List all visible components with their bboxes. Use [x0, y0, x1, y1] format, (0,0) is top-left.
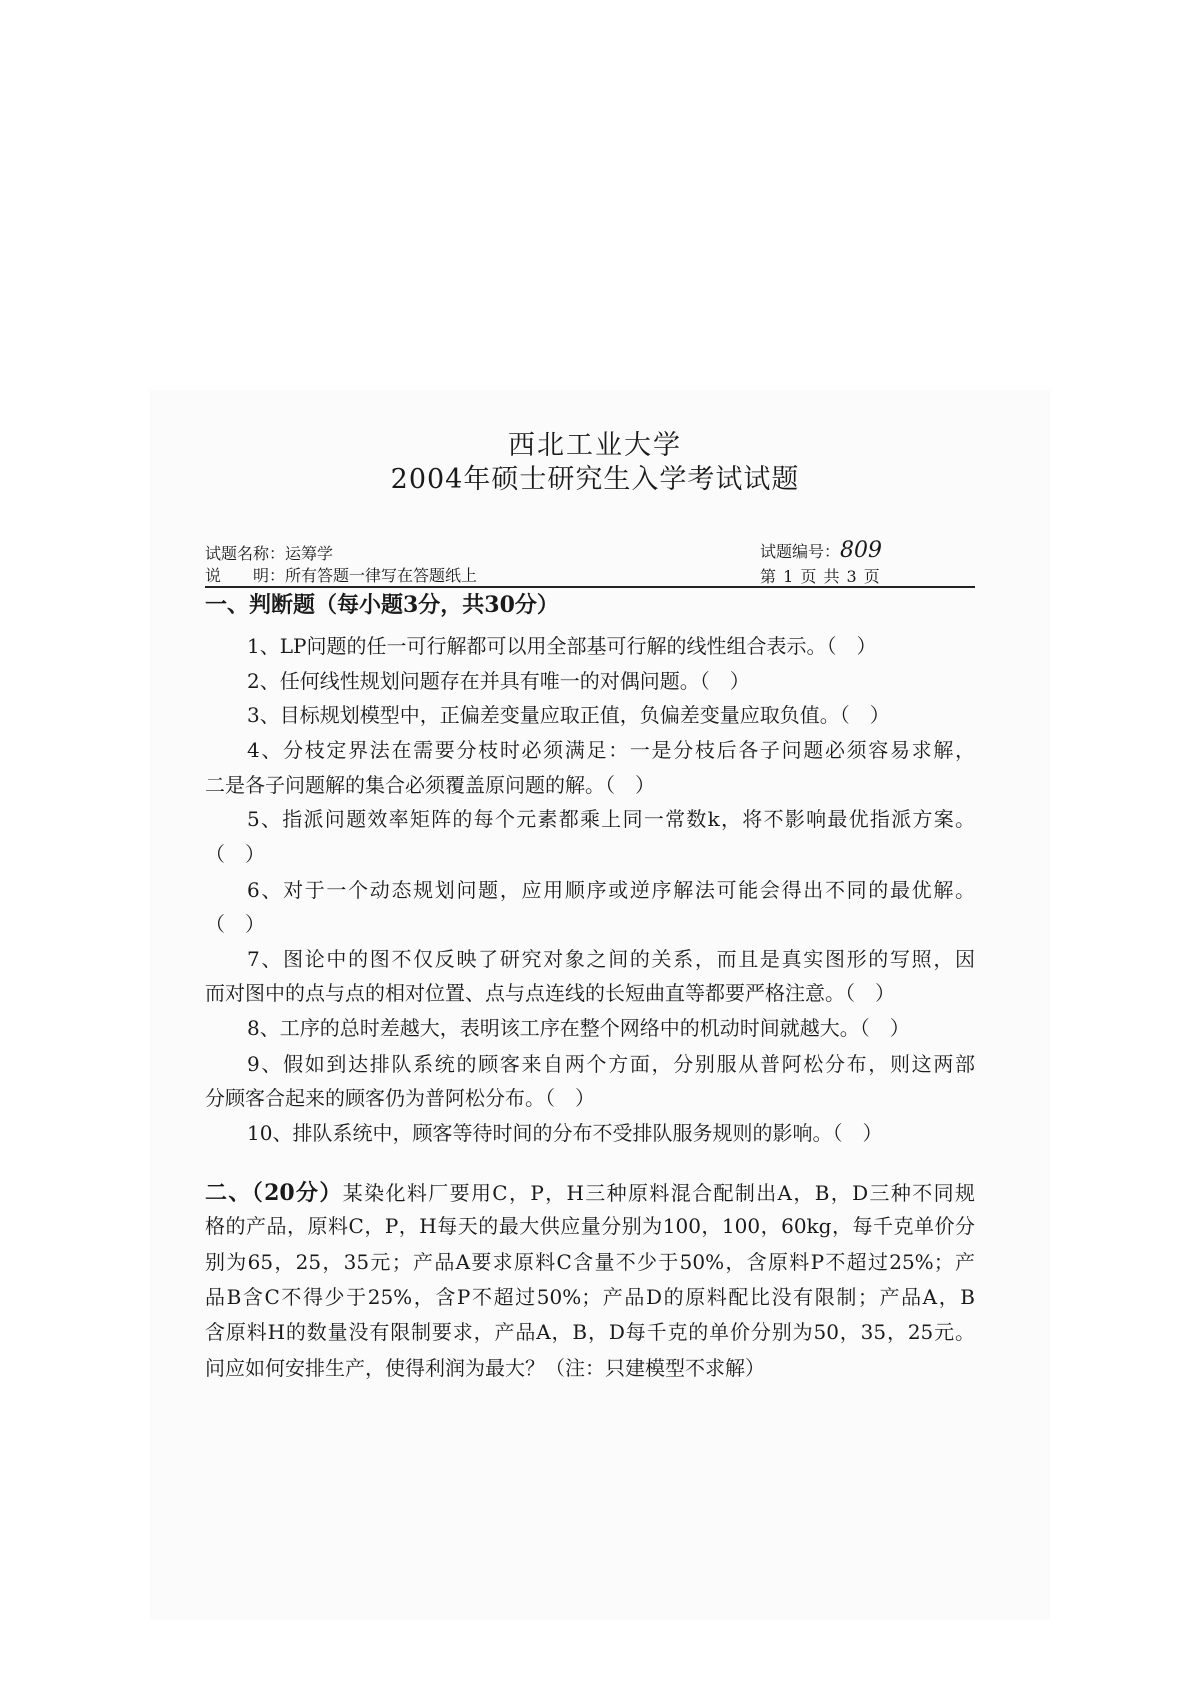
- question-line: 3、目标规划模型中，正偏差变量应取正值，负偏差变量应取负值。（ ）: [247, 703, 890, 727]
- code-row: [760, 538, 882, 563]
- question-line: 二是各子问题解的集合必须覆盖原问题的解。（ ）: [205, 773, 655, 797]
- question-line: 9、假如到达排队系统的顾客来自两个方面，分别服从普阿松分布，则这两部: [247, 1052, 975, 1076]
- question-line: 6、对于一个动态规划问题，应用顺序或逆序解法可能会得出不同的最优解。: [247, 878, 975, 902]
- question-line: 1、LP问题的任一可行解都可以用全部基可行解的线性组合表示。（ ）: [247, 634, 877, 658]
- problem-line: 品B含C不得少于25%，含P不超过50%；产品D的原料配比没有限制；产品A，B: [205, 1285, 975, 1309]
- subject-label: 试题名称：: [205, 544, 286, 563]
- section2-heading: 二、（20分）: [205, 1180, 343, 1206]
- question-line: （ ）: [205, 912, 265, 936]
- university-title: 西北工业大学: [508, 430, 682, 461]
- code-label: 试题编号：: [760, 542, 841, 561]
- section1-heading: 一、判断题（每小题3分，共30分）: [205, 592, 559, 618]
- problem-line: 格的产品，原料C，P，H每天的最大供应量分别为100，100，60kg，每千克单价分: [205, 1214, 975, 1238]
- note-label: 说 明：: [205, 566, 286, 585]
- header-divider: [205, 586, 975, 588]
- question-line: 10、排队系统中，顾客等待时间的分布不受排队服务规则的影响。（ ）: [247, 1121, 883, 1145]
- exam-title: 2004年硕士研究生入学考试试题: [390, 464, 800, 495]
- problem-line: 问应如何安排生产，使得利润为最大？（注：只建模型不求解）: [205, 1356, 765, 1380]
- problem-line: 含原料H的数量没有限制要求，产品A，B，D每千克的单价分别为50，35，25元。: [205, 1320, 975, 1344]
- page-info: 第 1 页 共 3 页: [760, 567, 881, 586]
- problem-line: 某染化料厂要用C，P，H三种原料混合配制出A，B，D三种不同规: [342, 1181, 975, 1205]
- question-line: 5、指派问题效率矩阵的每个元素都乘上同一常数k，将不影响最优指派方案。: [247, 807, 975, 831]
- note-value: 所有答题一律写在答题纸上: [285, 566, 478, 585]
- problem-line: 别为65，25，35元；产品A要求原料C含量不少于50%，含原料P不超过25%；产: [205, 1250, 975, 1274]
- question-line: 8、工序的总时差越大，表明该工序在整个网络中的机动时间就越大。（ ）: [247, 1016, 910, 1040]
- question-line: （ ）: [205, 842, 265, 866]
- code-value-handwritten: 809: [840, 538, 883, 563]
- question-line: 2、任何线性规划问题存在并具有唯一的对偶问题。（ ）: [247, 669, 750, 693]
- section2-line-1: [205, 1181, 975, 1205]
- question-line: 4、分枝定界法在需要分枝时必须满足：一是分枝后各子问题必须容易求解，: [247, 738, 975, 762]
- subject-value: 运筹学: [285, 544, 334, 563]
- question-line: 而对图中的点与点的相对位置、点与点连线的长短曲直等都要严格注意。（ ）: [205, 981, 895, 1005]
- question-line: 7、图论中的图不仅反映了研究对象之间的关系，而且是真实图形的写照，因: [247, 947, 975, 971]
- question-line: 分顾客合起来的顾客仍为普阿松分布。（ ）: [205, 1086, 595, 1110]
